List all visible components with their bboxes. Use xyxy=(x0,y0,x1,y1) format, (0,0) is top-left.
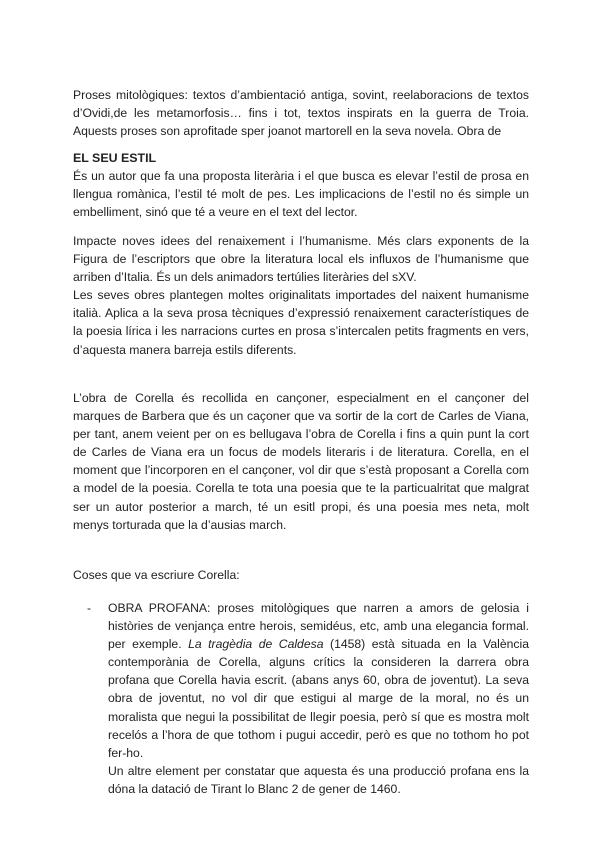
list-item xyxy=(87,599,529,798)
obra-profana-text-b: (1458) està situada en la València contemporània de Corella, alguns crítics la consideren la darrera obra profana que Corella havia escrit. (abans anys 60, obra de joventut). La seva obra de joventut, no vol dir que estigui al marge de la moral, no és un moralista que negui la possibilitat de llegir poesia, però sí que es mostra molt recelós a l’hora de que tothom i pugui accedir, però es que no tothom ho pot fer-ho. xyxy=(108,637,530,760)
impacte-section xyxy=(73,232,529,359)
coses-intro: Coses que va escriure Corella: xyxy=(73,568,240,582)
obra-title-caldesa: La tragèdia de Caldesa xyxy=(188,637,324,652)
tirant-paragraph: Un altre element per constatar que aquesta és una producció profana ens la dóna la datació de Tirant lo Blanc 2 de gener de 1460. xyxy=(108,763,529,796)
obra-section xyxy=(73,389,529,534)
originalitats-paragraph: Les seves obres plantegen moltes originalitats importades del naixent humanisme italià. Aplica a la seva prosa tècniques d’expressió renaixement característiques de la poesia lírica i les narracions curtes en prosa s’intercalen petits fragments en vers, d’aquesta manera barreja estils diferents. xyxy=(73,288,529,357)
obra-paragraph: L’obra de Corella és recollida en cançoner, especialment en el cançoner del marques de Barbera que és un caçoner que va sortir de la cort de Carles de Viana, per tant, anem veient per on es bellugava l’obra de Corella i fins a quin punt la cort de Carles de Viana era un focus de models literaris i de literatura. Corella, en el moment que l’incorporen en el cançoner, vol dir que s’està proposant a Corella com a model de la poesia. Corella te tota una poesia que te la particualritat que malgrat ser un autor posterior a march, té un esitl propi, és una poesia mes neta, molt menys torturada que la d’ausias march. xyxy=(73,391,529,532)
coses-list xyxy=(87,599,529,798)
obra-profana-text-a: OBRA PROFANA: proses mitològiques que narren a amors de gelosia i històries de venjança entre herois, semidéus, etc, amb una elegancia formal. per exemple. xyxy=(108,601,529,652)
estil-paragraph: És un autor que fa una proposta literària i el que busca es elevar l’estil de prosa en llengua romànica, l’estil té molt de pes. Les implicacions de l’estil no és simple un embelliment, sinó que té a veure en el text del lector. xyxy=(73,169,529,220)
proses-paragraph: Proses mitològiques: textos d’ambientació antiga, sovint, reelaboracions de textos d’Ovidi,de les metamorfosis… fins i tot, textos inspirats en la guerra de Troia. Aquests proses son aprofitade sper joanot martorell en la seva novela. Obra de xyxy=(73,88,529,139)
estil-heading: EL SEU ESTIL xyxy=(73,151,157,165)
list-bullet: - xyxy=(87,601,92,615)
estil-section xyxy=(73,150,529,221)
impacte-paragraph: Impacte noves idees del renaixement i l’humanisme. Més clars exponents de la Figura de l’escriptors que obre la literatura local els influxos de l’humanisme que arriben d’Italia. És un dels animadors tertúlies literàries del sXV. xyxy=(73,234,529,285)
obra-profana-paragraph xyxy=(108,599,529,762)
proses-paragraph-block xyxy=(73,86,529,140)
coses-intro-block xyxy=(73,566,529,584)
